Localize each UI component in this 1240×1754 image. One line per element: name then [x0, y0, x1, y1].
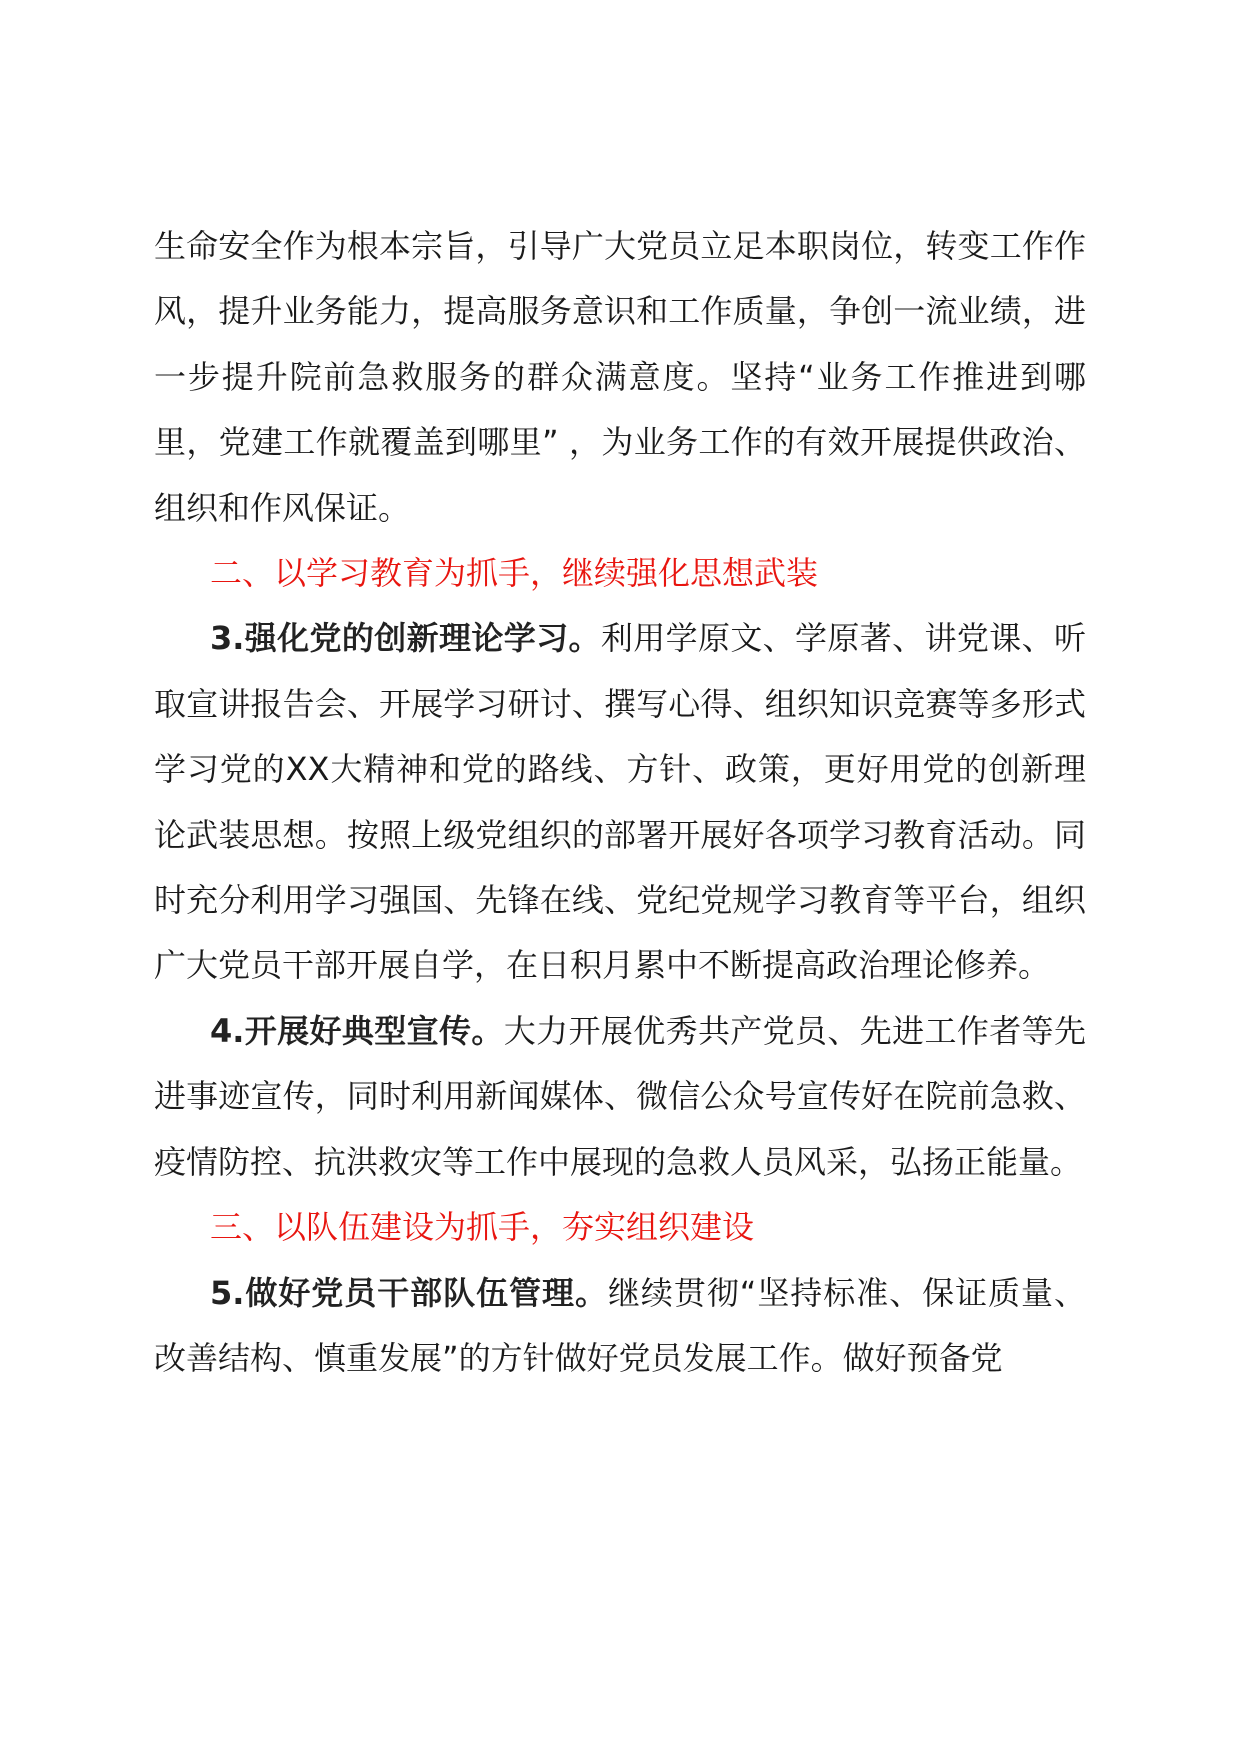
item-4-lead: 4.开展好典型宣传。	[210, 1011, 504, 1050]
item-5-lead: 5.做好党员干部队伍管理。	[210, 1273, 608, 1312]
intro-paragraph: 生命安全作为根本宗旨，引导广大党员立足本职岗位，转变工作作风，提升业务能力，提高服务意识和工作质量，争创一流业绩，进一步提升院前急救服务的群众满意度。坚持“业务工作推进到哪里，党建工作就覆盖到哪里” ，为业务工作的有效开展提供政治、组织和作风保证。	[154, 227, 1086, 527]
document-page	[154, 214, 1086, 1391]
item-3-lead: 3.强化党的创新理论学习。	[210, 619, 601, 658]
item-3-body: 利用学原文、学原著、讲党课、听取宣讲报告会、开展学习研讨、撰写心得、组织知识竞赛等多形式学习党的XX大精神和党的路线、方针、政策，更好用党的创新理论武装思想。按照上级党组织的部署开展好各项学习教育活动。同时充分利用学习强国、先锋在线、党纪党规学习教育等平台，组织广大党员干部开展自学，在日积月累中不断提高政治理论修养。	[154, 619, 1086, 985]
section-heading-3: 三、以队伍建设为抓手，夯实组织建设	[210, 1208, 755, 1247]
item-4-paragraph	[154, 999, 1086, 1195]
item-3-paragraph	[154, 606, 1086, 998]
item-5-paragraph	[154, 1261, 1086, 1392]
item-4-body: 大力开展优秀共产党员、先进工作者等先进事迹宣传，同时利用新闻媒体、微信公众号宣传好在院前急救、疫情防控、抗洪救灾等工作中展现的急救人员风采，弘扬正能量。	[154, 1011, 1086, 1181]
section-heading-2: 二、以学习教育为抓手，继续强化思想武装	[210, 554, 819, 593]
item-5-body: 继续贯彻“坚持标准、保证质量、改善结构、慎重发展”的方针做好党员发展工作。做好预备党	[154, 1273, 1086, 1377]
